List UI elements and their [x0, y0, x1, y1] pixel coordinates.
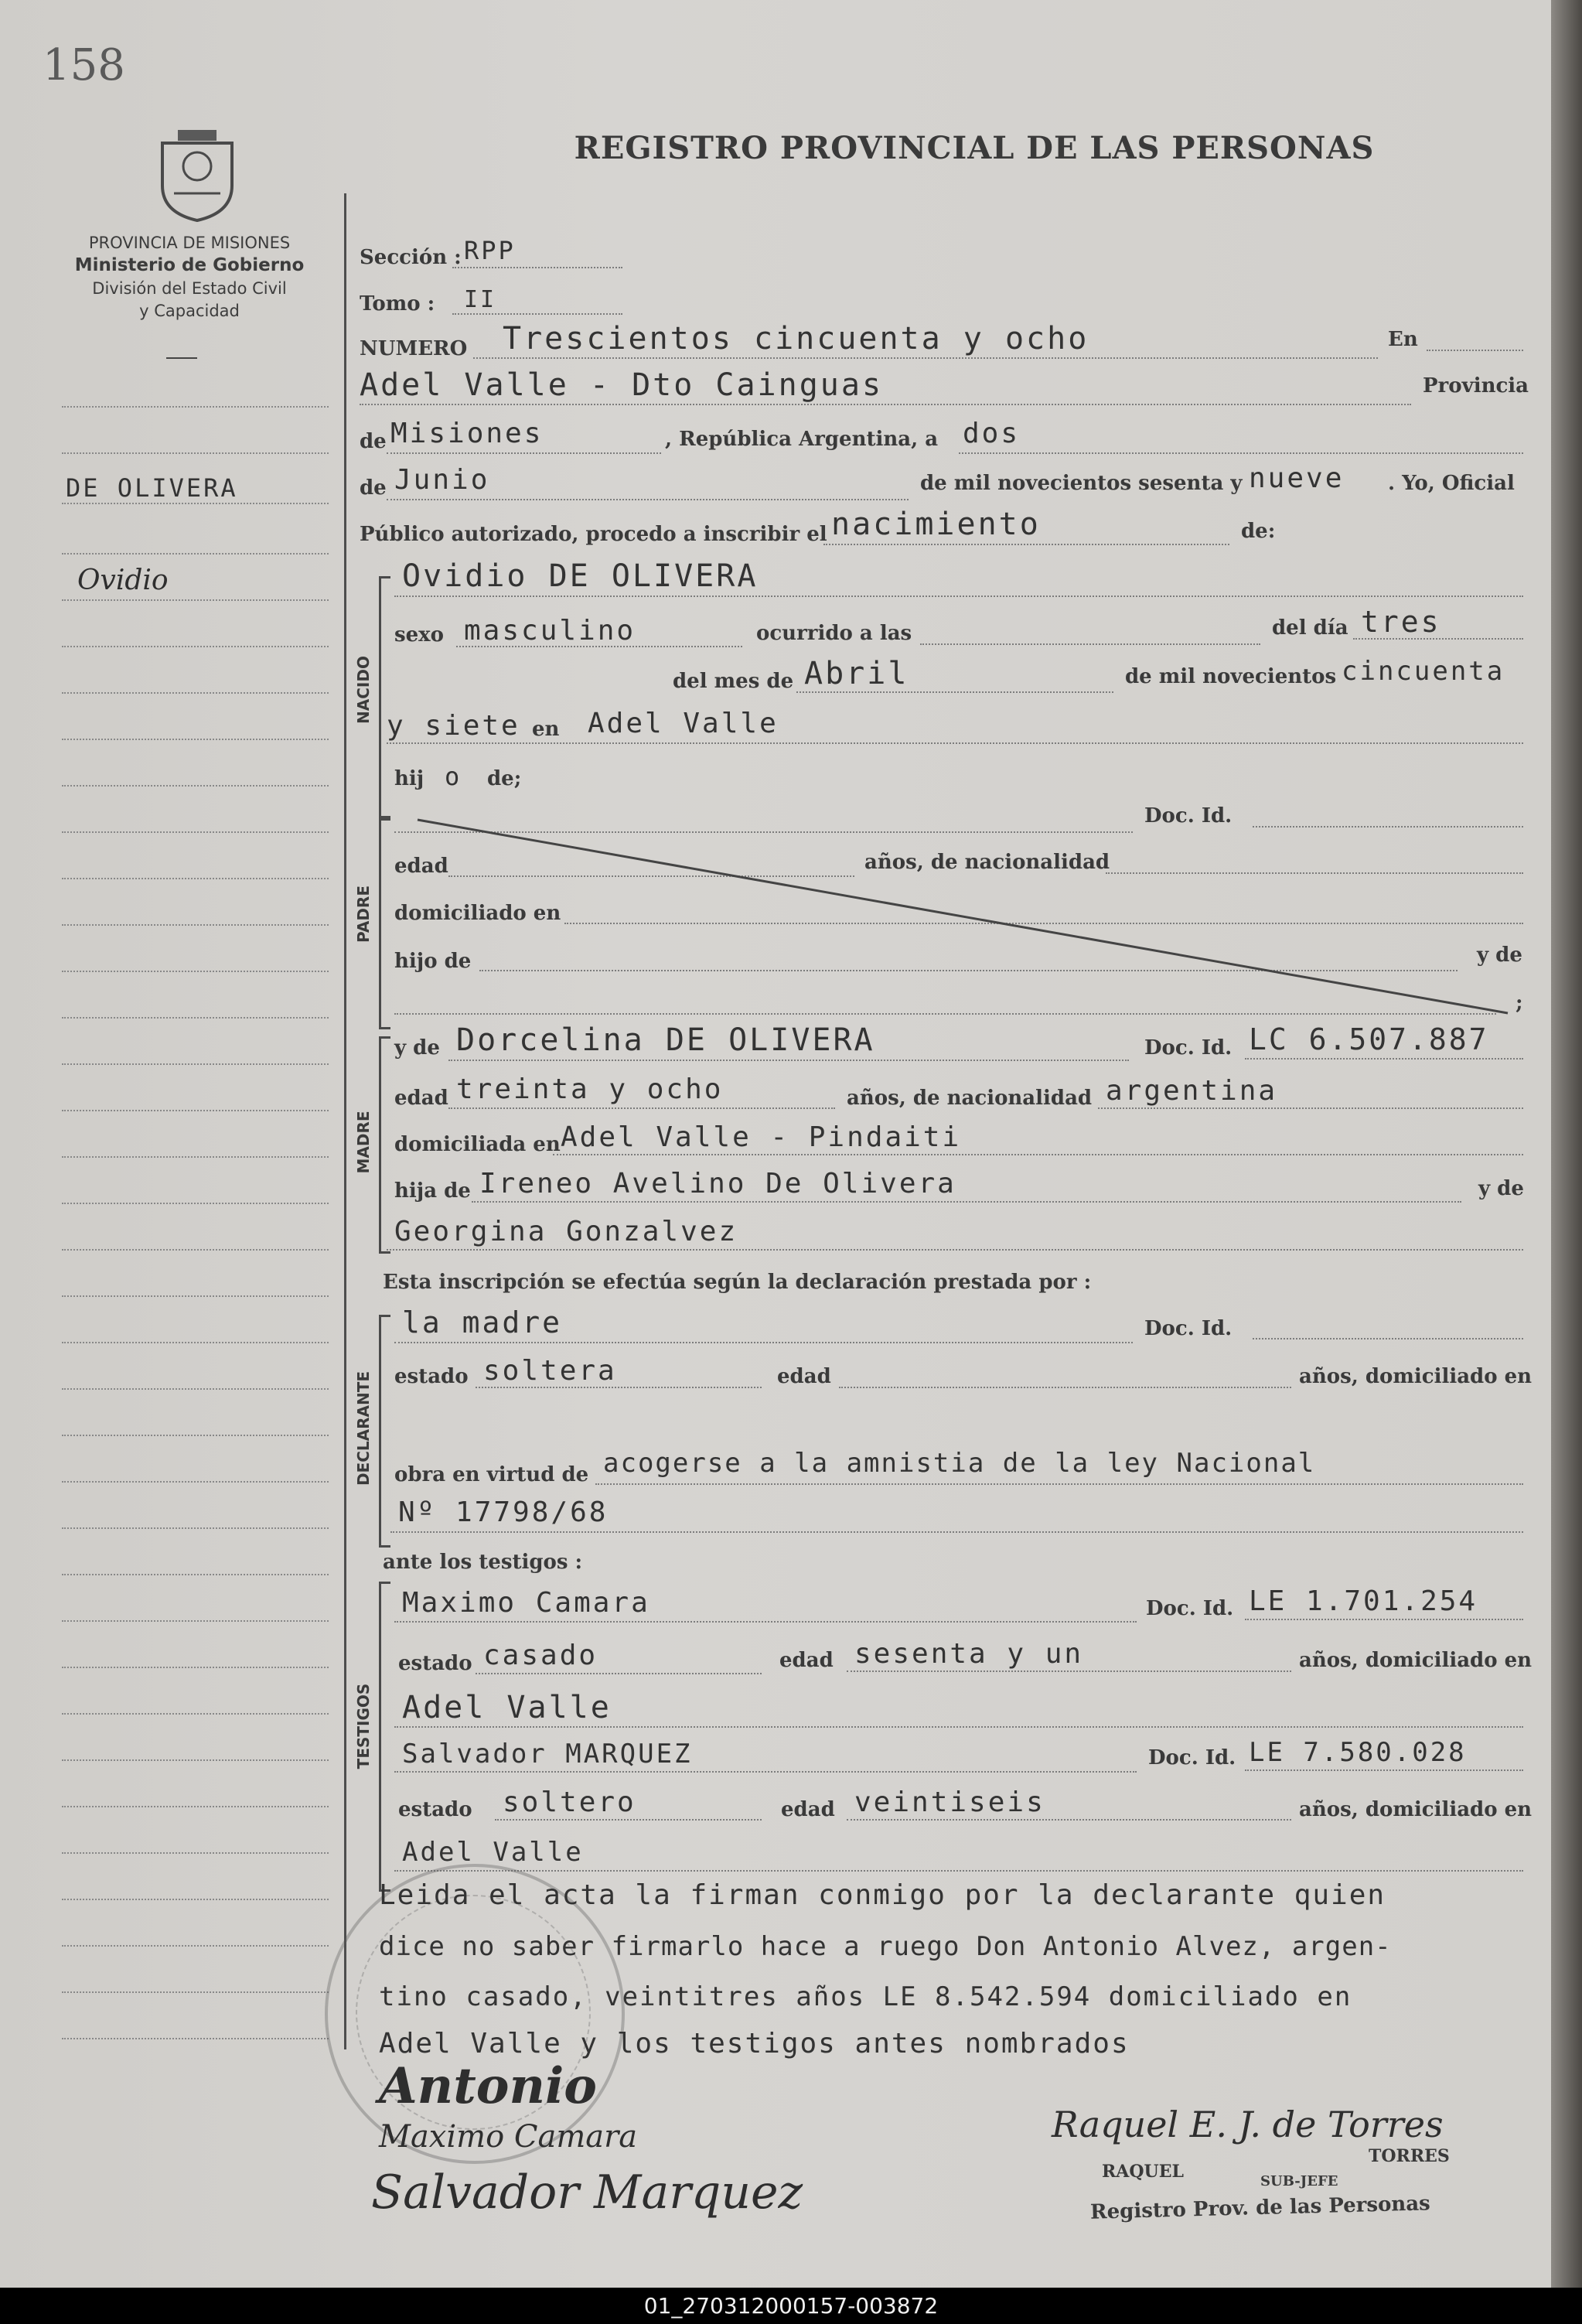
nacido-name: Ovidio DE OLIVERA: [402, 558, 759, 594]
declarante-obra-label: obra en virtud de: [394, 1463, 589, 1486]
testigo1-estado-label: estado: [398, 1652, 472, 1675]
official-signature: Raquel E. J. de Torres: [1052, 2104, 1444, 2145]
signature-maximo: Maximo Camara: [379, 2119, 638, 2155]
ministry-line4: y Capacidad: [139, 301, 240, 320]
madre-bracket: [379, 1036, 390, 1254]
provincia-label: Provincia: [1423, 374, 1529, 398]
margin-divider: [344, 193, 346, 2049]
testigo2-anios-label: años, domiciliado en: [1299, 1798, 1533, 1821]
dia-value: tres: [1361, 605, 1441, 639]
de-label-2: de: [360, 476, 387, 500]
header-divider: [166, 357, 197, 359]
testigo2-dom-value: Adel Valle: [402, 1837, 584, 1868]
padre-cancel-line: [414, 816, 1512, 1017]
mil-novecientos-label: de mil novecientos: [1125, 665, 1337, 688]
padre-edad-label: edad: [394, 855, 448, 878]
padre-hijo-label: hijo de: [394, 950, 472, 973]
madre-yde-label: y de: [394, 1036, 440, 1060]
testigo1-dom-value: Adel Valle: [402, 1690, 612, 1725]
nacido-bracket: [379, 576, 390, 821]
testigo2-estado-value: soltero: [503, 1787, 636, 1818]
anio-value-2: y siete: [387, 710, 520, 742]
padre-semicolon: ;: [1516, 991, 1523, 1015]
testigo1-edad-value: sesenta y un: [854, 1638, 1084, 1670]
padre-section-label: PADRE: [354, 886, 373, 943]
sexo-label: sexo: [394, 623, 445, 647]
dia-label: del día: [1272, 616, 1348, 640]
margin-surname: DE OLIVERA: [66, 473, 238, 503]
declarante-intro: Esta inscripción se efectúa según la declaración prestada por :: [383, 1271, 1092, 1294]
testigo2-name: Salvador MARQUEZ: [402, 1739, 693, 1769]
tomo-label: Tomo :: [360, 292, 435, 316]
testigo1-edad-label: edad: [779, 1649, 834, 1672]
madre-nac-value: argentina: [1106, 1075, 1278, 1107]
ministry-header: [43, 232, 336, 322]
lugar-value: Adel Valle: [588, 708, 779, 739]
declarante-bracket: [379, 1315, 390, 1548]
official-office: Registro Prov. de las Personas: [1089, 2192, 1431, 2224]
closing-line4: Adel Valle y los testigos antes nombrados: [379, 2028, 1130, 2060]
de-label: de: [360, 430, 387, 453]
testigos-section-label: TESTIGOS: [354, 1683, 373, 1769]
oficial-label: . Yo, Oficial: [1388, 472, 1515, 495]
padre-yde-label: y de: [1477, 944, 1522, 967]
madre-dom-value: Adel Valle - Pindaiti: [561, 1121, 962, 1153]
closing-line1: Leida el acta la firman conmigo por la declarante quien: [379, 1879, 1386, 1911]
numero-value: Trescientos cincuenta y ocho: [503, 321, 1089, 357]
testigo2-edad-label: edad: [781, 1798, 835, 1821]
padre-domicilio-label: domiciliado en: [394, 902, 561, 925]
madre-yde2-label: y de: [1478, 1177, 1524, 1200]
en-label: En: [1388, 328, 1418, 351]
tomo-value: II: [464, 286, 497, 313]
madre-name: Dorcelina DE OLIVERA: [456, 1022, 875, 1058]
scan-id-bar: [0, 2288, 1582, 2324]
madre-anios-label: años, de nacionalidad: [847, 1087, 1093, 1110]
day-value: dos: [963, 418, 1021, 449]
hij-value: o: [445, 762, 462, 791]
year-value: nueve: [1249, 462, 1345, 494]
testigo1-name: Maximo Camara: [402, 1587, 650, 1619]
padre-anios-label: años, de nacionalidad: [864, 851, 1110, 874]
madre-doc-value: LC 6.507.887: [1249, 1022, 1489, 1056]
official-surname: TORRES: [1369, 2146, 1450, 2166]
madre-section-label: MADRE: [354, 1111, 373, 1174]
de-colon-label: de:: [1241, 520, 1276, 543]
ministry-line1: PROVINCIA DE MISIONES: [88, 234, 291, 252]
numero-label: NUMERO: [360, 337, 468, 360]
mil-label: de mil novecientos sesenta y: [920, 472, 1243, 495]
signature-salvador: Salvador Marquez: [371, 2165, 803, 2220]
anio-value-1: cincuenta: [1342, 656, 1505, 687]
testigo2-doc-label: Doc. Id.: [1148, 1746, 1236, 1769]
madre2-value: Georgina Gonzalvez: [394, 1216, 738, 1247]
madre-doc-label: Doc. Id.: [1144, 1036, 1233, 1060]
padre-bracket: [379, 816, 390, 1029]
provincia-value: Misiones: [390, 418, 544, 449]
madre-hija-value: Ireneo Avelino De Olivera: [479, 1168, 956, 1200]
testigos-intro: ante los testigos :: [383, 1551, 583, 1574]
signature-antonio: Antonio: [379, 2057, 597, 2115]
nacido-section-label: NACIDO: [354, 656, 373, 724]
declarante-section-label: DECLARANTE: [354, 1370, 373, 1486]
ocurrido-label: ocurrido a las: [756, 622, 912, 645]
place-value: Adel Valle - Dto Cainguas: [360, 367, 884, 403]
mes-label: del mes de: [673, 670, 794, 693]
provincial-crest-icon: [147, 124, 247, 224]
padre-doc-label: Doc. Id.: [1144, 804, 1233, 828]
mes-value: Abril: [804, 656, 909, 691]
madre-edad-label: edad: [394, 1087, 448, 1110]
margin-given-name: Ovidio: [77, 565, 169, 596]
declarante-obra-value: acogerse a la amnistia de la ley Nacional: [603, 1448, 1316, 1479]
seccion-value: RPP: [464, 236, 516, 265]
sexo-value: masculino: [464, 615, 636, 647]
official-title: SUB-JEFE: [1260, 2173, 1338, 2189]
testigo2-doc-value: LE 7.580.028: [1249, 1737, 1467, 1768]
madre-edad-value: treinta y ocho: [456, 1073, 724, 1105]
madre-dom-label: domiciliada en: [394, 1133, 561, 1156]
book-edge: [1551, 0, 1582, 2288]
declarante-anios-label: años, domiciliado en: [1299, 1365, 1533, 1388]
declarante-estado-label: estado: [394, 1365, 469, 1388]
seccion-label: Sección :: [360, 246, 462, 269]
ministry-line3: División del Estado Civil: [92, 279, 287, 299]
republica-label: , República Argentina, a: [665, 428, 939, 451]
hij-de-label: de;: [487, 767, 522, 790]
testigo2-estado-label: estado: [398, 1798, 472, 1821]
page-title: REGISTRO PROVINCIAL DE LAS PERSONAS: [574, 130, 1375, 166]
en-label-nacido: en: [532, 718, 560, 741]
declarante-estado-value: soltera: [483, 1355, 617, 1387]
declarante-obra-value-2: Nº 17798/68: [398, 1496, 609, 1528]
closing-line2: dice no saber firmarlo hace a ruego Don Antonio Alvez, argen-: [379, 1931, 1392, 1962]
declarante-edad-label: edad: [777, 1365, 831, 1388]
ministry-line2: Ministerio de Gobierno: [74, 255, 305, 276]
madre-hija-label: hija de: [394, 1179, 471, 1203]
month-value: Junio: [394, 464, 490, 496]
page-number: 158: [43, 40, 125, 90]
scan-id: 01_270312000157-003872: [643, 2293, 939, 2319]
testigo2-edad-value: veintiseis: [854, 1787, 1045, 1818]
testigos-bracket: [379, 1582, 390, 1892]
publico-label: Público autorizado, procedo a inscribir el: [360, 523, 827, 546]
testigo1-doc-label: Doc. Id.: [1146, 1597, 1234, 1620]
testigo1-estado-value: casado: [483, 1640, 598, 1671]
acto-value: nacimiento: [831, 507, 1041, 542]
official-name: RAQUEL: [1102, 2162, 1184, 2182]
hij-label: hij: [394, 767, 424, 790]
closing-line3: tino casado, veintitres años LE 8.542.594 domiciliado en: [379, 1981, 1352, 2012]
testigo1-anios-label: años, domiciliado en: [1299, 1649, 1533, 1672]
testigo1-doc-value: LE 1.701.254: [1249, 1585, 1478, 1617]
declarante-name: la madre: [402, 1305, 563, 1339]
declarante-doc-label: Doc. Id.: [1144, 1317, 1233, 1340]
